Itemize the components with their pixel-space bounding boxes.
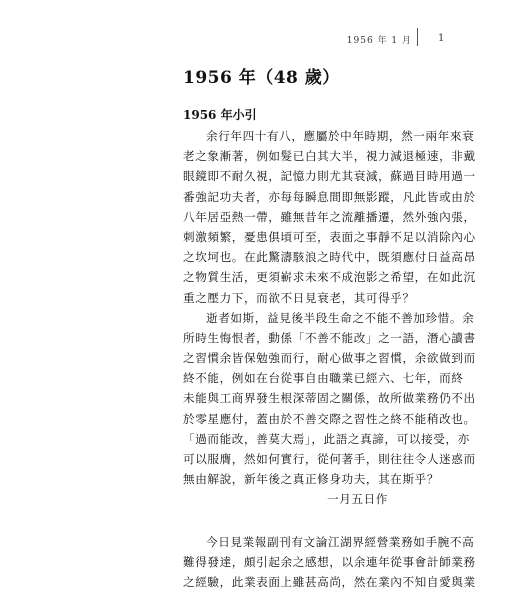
body-text	[183, 126, 476, 592]
paragraph-gap	[183, 510, 388, 532]
text-line: 之物質生活，更須嶄求未來不成泡影之希望，在如此沉	[183, 270, 476, 285]
text-line: 「過而能改，善莫大焉」，此語之真諦，可以接受，亦	[183, 431, 470, 446]
text-line: 難得發達，頗引起余之感想，以余連年從事會計師業務	[183, 554, 476, 569]
text-line: 於零星應付，蓋由於不善交際之習性之終不能稍改也。	[183, 411, 476, 426]
text-line: 余行年四十有八，應屬於中年時期，然一兩年來衰	[206, 129, 475, 143]
text-line: 老之象漸著，例如髮已白其大半，視力減退極速，非戴	[183, 149, 476, 164]
text-line: 今日見業報副刊有文論江湖界經營業務如手腕不高	[206, 534, 475, 549]
text-line: 未能與工商界發生根深蒂固之關係，故所做業務仍不出	[183, 391, 476, 406]
text-line: 八年居亞熱一帶，雖無昔年之流離播遷，然外強內張，	[183, 209, 476, 224]
text-line: 之經驗，此業表面上雖甚高尚，然在業內不知自愛與業	[183, 574, 476, 589]
text-line: 之習慣余皆保勉強而行，耐心做事之習慣，余欲做到而	[183, 351, 476, 366]
text-line: 之坎坷也。在此驚濤駭浪之時代中，既須應付日益高昂	[183, 250, 476, 265]
header-divider	[417, 28, 418, 46]
text-line: 逝者如斯，益見後半段生命之不能不善加珍惜。余	[206, 310, 475, 325]
section-title: 1956 年小引	[183, 108, 257, 122]
signature-date: 一月五日作	[327, 492, 388, 507]
chapter-title: 1956 年（48 歲）	[183, 68, 340, 88]
running-head: 1956 年 1 月	[346, 36, 412, 46]
text-line: 眼鏡即不耐久視，記憶力則尤其衰減，蘇過目時用過一	[183, 169, 476, 184]
text-line: 番強記功夫者，亦每每瞬息間即無影蹤，凡此皆或由於	[183, 189, 476, 204]
text-line: 所時生悔恨者，動係「不善不能改」之一語，潛心讀書	[183, 330, 476, 345]
text-line: 無由解說，新年後之真正修身功夫，其在斯乎？	[183, 472, 440, 487]
text-line: 可以服膺，然如何實行，從何著手，則往往令人迷惑而	[183, 452, 476, 466]
text-line: 終不能，例如在台從事自由職業已經六、七年，而終	[183, 371, 464, 386]
text-line: 刺激頻繁，憂患俱頃可至，表面之事靜不足以消除內心	[183, 229, 476, 244]
text-line: 重之壓力下，而欲不日見衰老，其可得乎？	[183, 290, 415, 305]
page-number: 1	[438, 33, 445, 44]
